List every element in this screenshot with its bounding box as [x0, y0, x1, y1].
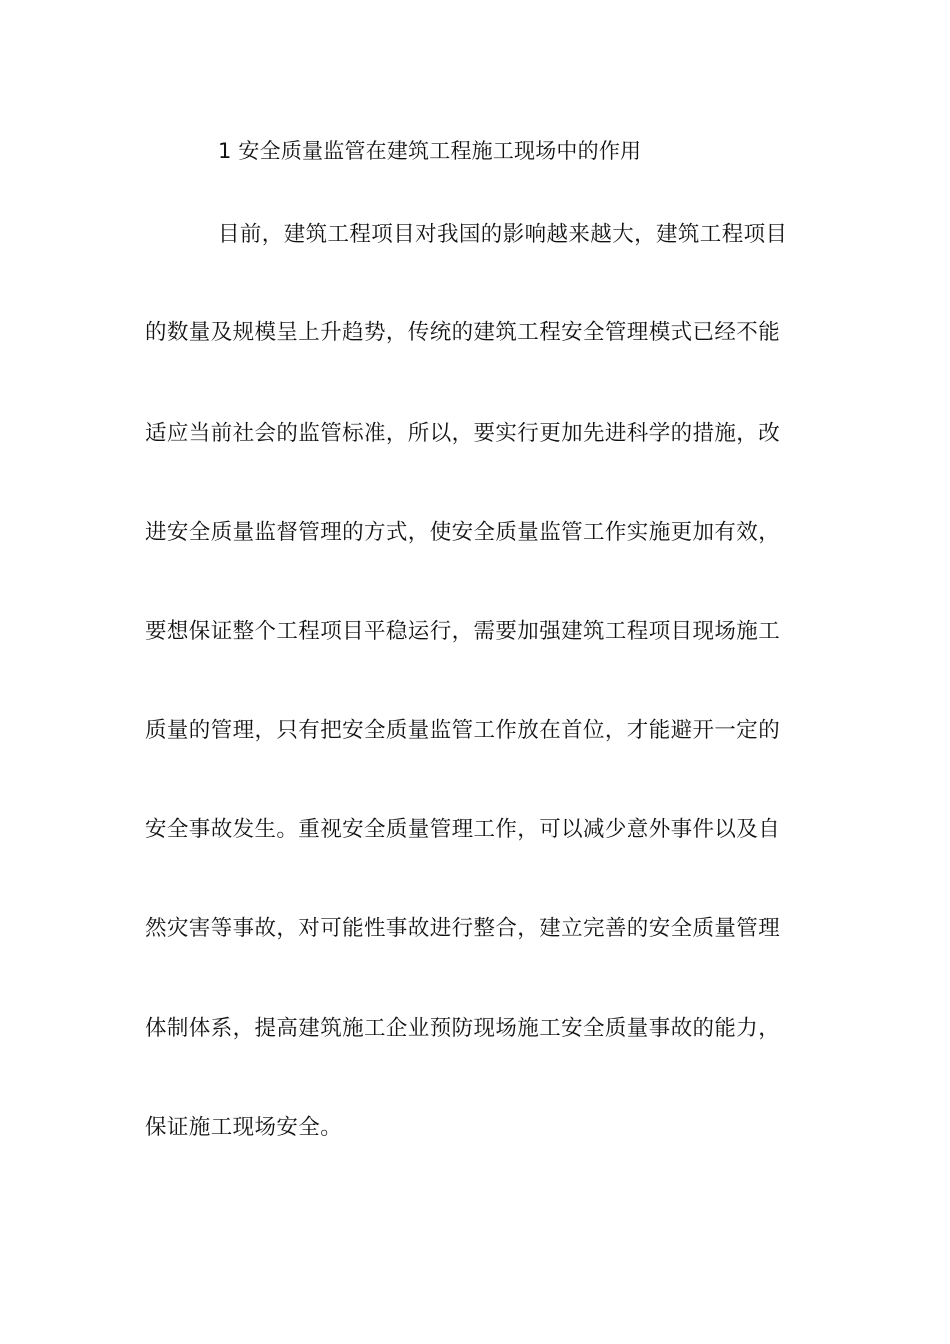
paragraph-line: 的数量及规模呈上升趋势，传统的建筑工程安全管理模式已经不能: [145, 320, 781, 345]
section-heading: 1 安全质量监管在建筑工程施工现场中的作用: [218, 139, 642, 163]
paragraph-line: 体制体系，提高建筑施工企业预防现场施工安全质量事故的能力，: [145, 1016, 781, 1041]
paragraph-line: 要想保证整个工程项目平稳运行，需要加强建筑工程项目现场施工: [145, 619, 781, 644]
paragraph-line: 目前，建筑工程项目对我国的影响越来越大，建筑工程项目: [218, 222, 788, 247]
paragraph-line: 然灾害等事故，对可能性事故进行整合，建立完善的安全质量管理: [145, 916, 781, 941]
paragraph-line: 进安全质量监督管理的方式，使安全质量监管工作实施更加有效，: [145, 520, 781, 545]
paragraph-line: 适应当前社会的监管标准，所以，要实行更加先进科学的措施，改: [145, 421, 781, 446]
paragraph-line: 安全事故发生。重视安全质量管理工作，可以减少意外事件以及自: [145, 817, 781, 842]
paragraph-line: 质量的管理，只有把安全质量监管工作放在首位，才能避开一定的: [145, 718, 781, 743]
paragraph-line: 保证施工现场安全。: [145, 1115, 343, 1140]
